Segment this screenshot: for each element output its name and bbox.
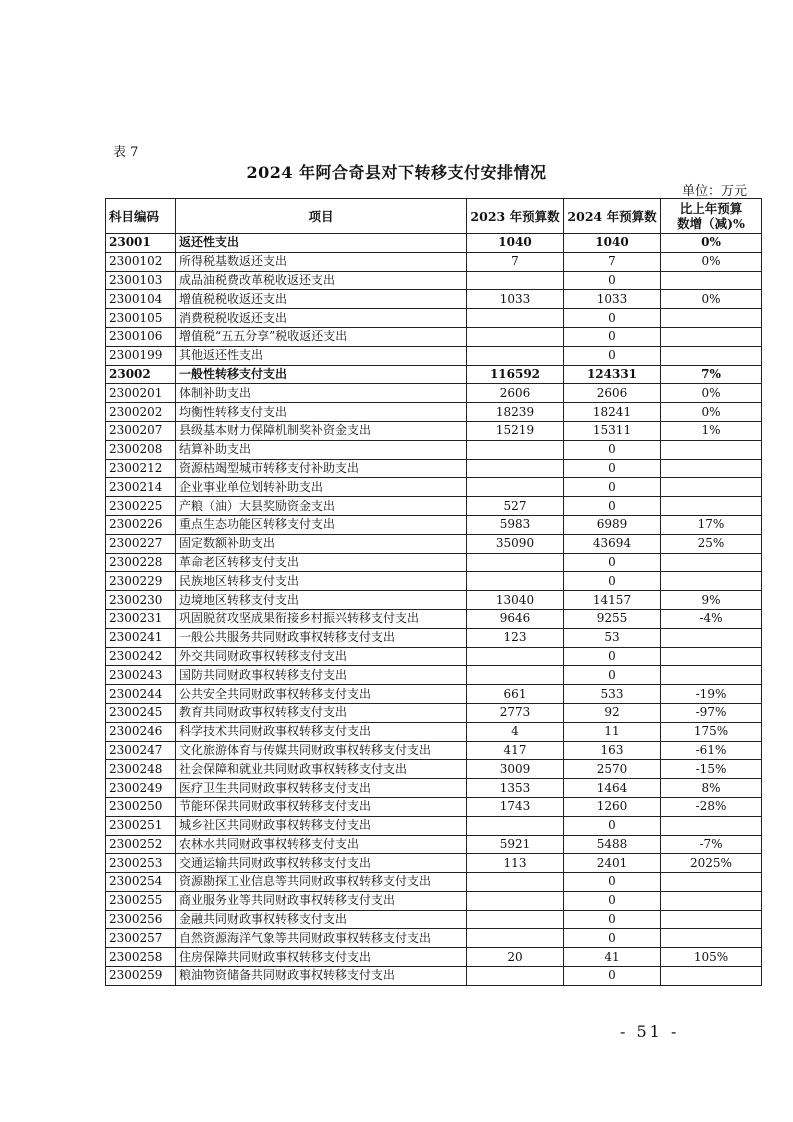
row-change-pct <box>661 816 762 835</box>
row-budget-2024: 0 <box>564 647 661 666</box>
row-code: 2300246 <box>106 722 176 741</box>
row-budget-2024: 1033 <box>564 290 661 309</box>
row-code: 2300102 <box>106 252 176 271</box>
table-row <box>106 459 762 478</box>
row-change-pct <box>661 478 762 497</box>
row-budget-2023: 1040 <box>467 234 564 253</box>
row-code: 2300258 <box>106 948 176 967</box>
row-budget-2023: 1033 <box>467 290 564 309</box>
table-row <box>106 290 762 309</box>
row-change-pct: -97% <box>661 703 762 722</box>
row-budget-2024: 11 <box>564 722 661 741</box>
row-change-pct <box>661 309 762 328</box>
row-change-pct: 25% <box>661 534 762 553</box>
row-change-pct: 1% <box>661 421 762 440</box>
table-row <box>106 252 762 271</box>
transfer-payment-table <box>105 198 762 986</box>
row-change-pct <box>661 346 762 365</box>
row-code: 2300228 <box>106 553 176 572</box>
row-name: 节能环保共同财政事权转移支付支出 <box>176 797 467 816</box>
row-budget-2024: 0 <box>564 309 661 328</box>
row-budget-2023: 116592 <box>467 365 564 384</box>
row-name: 增值税“五五分享”税收返还支出 <box>176 327 467 346</box>
row-code: 2300104 <box>106 290 176 309</box>
row-budget-2024: 163 <box>564 741 661 760</box>
row-change-pct: 9% <box>661 591 762 610</box>
header-row <box>106 199 762 234</box>
row-change-pct <box>661 891 762 910</box>
row-name: 外交共同财政事权转移支付支出 <box>176 647 467 666</box>
row-name: 成品油税费改革税收返还支出 <box>176 271 467 290</box>
row-code: 2300227 <box>106 534 176 553</box>
table-row <box>106 327 762 346</box>
row-name: 科学技术共同财政事权转移支付支出 <box>176 722 467 741</box>
row-change-pct: -61% <box>661 741 762 760</box>
row-budget-2024: 533 <box>564 685 661 704</box>
row-code: 23001 <box>106 234 176 253</box>
row-budget-2023: 5921 <box>467 835 564 854</box>
header-budget-2023: 2023 年预算数 <box>467 199 564 234</box>
row-code: 2300248 <box>106 760 176 779</box>
row-budget-2023 <box>467 967 564 986</box>
row-change-pct <box>661 553 762 572</box>
header-change-line1: 比上年预算 <box>679 201 743 216</box>
table-row <box>106 497 762 516</box>
row-budget-2023: 661 <box>467 685 564 704</box>
table-body <box>106 234 762 986</box>
header-budget-2024: 2024 年预算数 <box>564 199 661 234</box>
row-code: 2300105 <box>106 309 176 328</box>
row-change-pct: -15% <box>661 760 762 779</box>
page-title: 2024 年阿合奇县对下转移支付安排情况 <box>246 163 547 182</box>
row-budget-2024: 0 <box>564 666 661 685</box>
row-code: 2300229 <box>106 572 176 591</box>
row-change-pct <box>661 647 762 666</box>
table-row <box>106 929 762 948</box>
table-row <box>106 384 762 403</box>
row-budget-2023 <box>467 647 564 666</box>
row-code: 2300199 <box>106 346 176 365</box>
table-row <box>106 891 762 910</box>
table-row <box>106 572 762 591</box>
table-row <box>106 722 762 741</box>
row-code: 2300202 <box>106 403 176 422</box>
row-budget-2024: 15311 <box>564 421 661 440</box>
unit-label: 单位：万元 <box>681 184 747 199</box>
row-change-pct: 105% <box>661 948 762 967</box>
row-budget-2023 <box>467 891 564 910</box>
row-budget-2023: 417 <box>467 741 564 760</box>
table-row <box>106 515 762 534</box>
row-change-pct <box>661 327 762 346</box>
row-change-pct <box>661 967 762 986</box>
row-code: 2300214 <box>106 478 176 497</box>
row-name: 自然资源海洋气象等共同财政事权转移支付支出 <box>176 929 467 948</box>
row-name: 革命老区转移支付支出 <box>176 553 467 572</box>
row-budget-2024: 0 <box>564 459 661 478</box>
table-row <box>106 421 762 440</box>
row-budget-2024: 0 <box>564 929 661 948</box>
row-code: 2300244 <box>106 685 176 704</box>
row-change-pct <box>661 271 762 290</box>
row-name: 交通运输共同财政事权转移支付支出 <box>176 854 467 873</box>
row-code: 2300252 <box>106 835 176 854</box>
row-change-pct: -28% <box>661 797 762 816</box>
row-budget-2024: 0 <box>564 553 661 572</box>
row-budget-2024: 0 <box>564 967 661 986</box>
row-budget-2023 <box>467 440 564 459</box>
table-row <box>106 647 762 666</box>
row-name: 返还性支出 <box>176 234 467 253</box>
row-change-pct: 2025% <box>661 854 762 873</box>
table-row <box>106 666 762 685</box>
row-budget-2024: 124331 <box>564 365 661 384</box>
table-row <box>106 816 762 835</box>
table-row <box>106 948 762 967</box>
row-change-pct <box>661 459 762 478</box>
table-label: 表 7 <box>113 145 139 160</box>
row-name: 教育共同财政事权转移支付支出 <box>176 703 467 722</box>
table-row <box>106 967 762 986</box>
row-name: 一般公共服务共同财政事权转移支付支出 <box>176 628 467 647</box>
row-budget-2024: 6989 <box>564 515 661 534</box>
row-budget-2024: 7 <box>564 252 661 271</box>
row-budget-2024: 2606 <box>564 384 661 403</box>
row-budget-2023: 7 <box>467 252 564 271</box>
row-code: 2300245 <box>106 703 176 722</box>
row-code: 2300225 <box>106 497 176 516</box>
row-budget-2024: 0 <box>564 478 661 497</box>
row-name: 公共安全共同财政事权转移支付支出 <box>176 685 467 704</box>
row-budget-2023 <box>467 910 564 929</box>
table-header <box>106 199 762 234</box>
row-budget-2023: 3009 <box>467 760 564 779</box>
row-budget-2024: 0 <box>564 910 661 929</box>
row-budget-2023: 35090 <box>467 534 564 553</box>
row-code: 2300242 <box>106 647 176 666</box>
row-budget-2024: 1464 <box>564 779 661 798</box>
table-row <box>106 628 762 647</box>
table-row <box>106 741 762 760</box>
table-row <box>106 403 762 422</box>
row-change-pct: 175% <box>661 722 762 741</box>
row-change-pct <box>661 572 762 591</box>
row-budget-2023: 9646 <box>467 609 564 628</box>
row-name: 国防共同财政事权转移支付支出 <box>176 666 467 685</box>
row-budget-2024: 14157 <box>564 591 661 610</box>
row-change-pct <box>661 873 762 892</box>
row-name: 巩固脱贫攻坚成果衔接乡村振兴转移支付支出 <box>176 609 467 628</box>
row-name: 结算补助支出 <box>176 440 467 459</box>
row-budget-2023 <box>467 459 564 478</box>
row-code: 2300253 <box>106 854 176 873</box>
row-change-pct <box>661 628 762 647</box>
row-code: 2300226 <box>106 515 176 534</box>
row-change-pct: 0% <box>661 252 762 271</box>
row-code: 2300207 <box>106 421 176 440</box>
row-code: 2300254 <box>106 873 176 892</box>
row-name: 其他返还性支出 <box>176 346 467 365</box>
row-budget-2023: 5983 <box>467 515 564 534</box>
row-budget-2023: 13040 <box>467 591 564 610</box>
row-name: 商业服务业等共同财政事权转移支付支出 <box>176 891 467 910</box>
header-name: 项目 <box>176 199 467 234</box>
row-code: 2300249 <box>106 779 176 798</box>
row-name: 一般性转移支付支出 <box>176 365 467 384</box>
row-name: 消费税税收返还支出 <box>176 309 467 328</box>
table-row <box>106 440 762 459</box>
row-budget-2023 <box>467 553 564 572</box>
row-budget-2023: 1353 <box>467 779 564 798</box>
header-code: 科目编码 <box>106 199 176 234</box>
row-code: 2300256 <box>106 910 176 929</box>
table-row <box>106 309 762 328</box>
table-row <box>106 760 762 779</box>
row-budget-2024: 18241 <box>564 403 661 422</box>
row-budget-2024: 0 <box>564 440 661 459</box>
row-name: 城乡社区共同财政事权转移支付支出 <box>176 816 467 835</box>
row-budget-2023 <box>467 929 564 948</box>
row-budget-2023: 20 <box>467 948 564 967</box>
table-row <box>106 609 762 628</box>
table-row <box>106 591 762 610</box>
row-change-pct <box>661 497 762 516</box>
table-row <box>106 478 762 497</box>
row-budget-2024: 0 <box>564 873 661 892</box>
row-name: 医疗卫生共同财政事权转移支付支出 <box>176 779 467 798</box>
row-budget-2024: 0 <box>564 346 661 365</box>
row-budget-2024: 53 <box>564 628 661 647</box>
row-name: 产粮（油）大县奖励资金支出 <box>176 497 467 516</box>
row-budget-2023 <box>467 666 564 685</box>
row-name: 边境地区转移支付支出 <box>176 591 467 610</box>
row-budget-2023: 123 <box>467 628 564 647</box>
row-budget-2023: 18239 <box>467 403 564 422</box>
table-row <box>106 685 762 704</box>
row-code: 2300255 <box>106 891 176 910</box>
row-name: 资源勘探工业信息等共同财政事权转移支付支出 <box>176 873 467 892</box>
table-row <box>106 873 762 892</box>
row-budget-2023: 15219 <box>467 421 564 440</box>
header-change <box>661 199 762 234</box>
table-row <box>106 835 762 854</box>
row-budget-2024: 0 <box>564 891 661 910</box>
row-code: 2300257 <box>106 929 176 948</box>
row-change-pct: 0% <box>661 290 762 309</box>
row-change-pct <box>661 666 762 685</box>
row-budget-2023: 113 <box>467 854 564 873</box>
table-row <box>106 271 762 290</box>
row-code: 2300241 <box>106 628 176 647</box>
row-name: 住房保障共同财政事权转移支付支出 <box>176 948 467 967</box>
row-change-pct: 8% <box>661 779 762 798</box>
row-code: 2300230 <box>106 591 176 610</box>
row-budget-2024: 0 <box>564 497 661 516</box>
row-name: 社会保障和就业共同财政事权转移支付支出 <box>176 760 467 779</box>
row-name: 企业事业单位划转补助支出 <box>176 478 467 497</box>
row-code: 2300208 <box>106 440 176 459</box>
row-name: 所得税基数返还支出 <box>176 252 467 271</box>
row-change-pct <box>661 929 762 948</box>
row-change-pct: -19% <box>661 685 762 704</box>
row-change-pct <box>661 910 762 929</box>
table-row <box>106 854 762 873</box>
row-budget-2023 <box>467 327 564 346</box>
row-name: 金融共同财政事权转移支付支出 <box>176 910 467 929</box>
table-row <box>106 365 762 384</box>
table-row <box>106 779 762 798</box>
table-row <box>106 234 762 253</box>
row-budget-2023 <box>467 873 564 892</box>
row-change-pct: -4% <box>661 609 762 628</box>
row-name: 资源枯竭型城市转移支付补助支出 <box>176 459 467 478</box>
row-budget-2023 <box>467 478 564 497</box>
table-row <box>106 797 762 816</box>
table-row <box>106 553 762 572</box>
row-code: 2300251 <box>106 816 176 835</box>
row-budget-2024: 2570 <box>564 760 661 779</box>
row-name: 民族地区转移支付支出 <box>176 572 467 591</box>
row-name: 增值税税收返还支出 <box>176 290 467 309</box>
table-row <box>106 910 762 929</box>
row-name: 农林水共同财政事权转移支付支出 <box>176 835 467 854</box>
row-budget-2024: 41 <box>564 948 661 967</box>
row-change-pct: 7% <box>661 365 762 384</box>
row-budget-2024: 5488 <box>564 835 661 854</box>
row-code: 2300106 <box>106 327 176 346</box>
row-name: 粮油物资储备共同财政事权转移支付支出 <box>176 967 467 986</box>
row-budget-2024: 0 <box>564 327 661 346</box>
row-budget-2024: 43694 <box>564 534 661 553</box>
row-code: 2300212 <box>106 459 176 478</box>
table-row <box>106 346 762 365</box>
row-budget-2024: 2401 <box>564 854 661 873</box>
row-change-pct: 17% <box>661 515 762 534</box>
header-change-line2: 数增（减)% <box>677 216 745 231</box>
row-budget-2024: 0 <box>564 271 661 290</box>
row-budget-2023 <box>467 271 564 290</box>
row-name: 文化旅游体育与传媒共同财政事权转移支付支出 <box>176 741 467 760</box>
row-budget-2023 <box>467 816 564 835</box>
page-number: - 51 - <box>620 1022 680 1041</box>
row-budget-2023: 2773 <box>467 703 564 722</box>
row-name: 县级基本财力保障机制奖补资金支出 <box>176 421 467 440</box>
row-budget-2023 <box>467 309 564 328</box>
row-change-pct: 0% <box>661 384 762 403</box>
row-code: 2300103 <box>106 271 176 290</box>
row-code: 2300247 <box>106 741 176 760</box>
row-code: 2300201 <box>106 384 176 403</box>
row-name: 重点生态功能区转移支付支出 <box>176 515 467 534</box>
row-budget-2024: 1040 <box>564 234 661 253</box>
row-name: 固定数额补助支出 <box>176 534 467 553</box>
row-budget-2023: 527 <box>467 497 564 516</box>
row-budget-2024: 0 <box>564 816 661 835</box>
row-change-pct: -7% <box>661 835 762 854</box>
row-budget-2023 <box>467 346 564 365</box>
row-budget-2024: 1260 <box>564 797 661 816</box>
row-change-pct <box>661 440 762 459</box>
row-budget-2024: 92 <box>564 703 661 722</box>
row-code: 23002 <box>106 365 176 384</box>
row-code: 2300250 <box>106 797 176 816</box>
row-budget-2024: 0 <box>564 572 661 591</box>
row-budget-2023 <box>467 572 564 591</box>
row-budget-2023: 1743 <box>467 797 564 816</box>
row-budget-2024: 9255 <box>564 609 661 628</box>
row-budget-2023: 2606 <box>467 384 564 403</box>
row-change-pct: 0% <box>661 403 762 422</box>
row-change-pct: 0% <box>661 234 762 253</box>
row-code: 2300231 <box>106 609 176 628</box>
table-row <box>106 703 762 722</box>
row-budget-2023: 4 <box>467 722 564 741</box>
row-code: 2300243 <box>106 666 176 685</box>
table-row <box>106 534 762 553</box>
row-name: 体制补助支出 <box>176 384 467 403</box>
row-code: 2300259 <box>106 967 176 986</box>
row-name: 均衡性转移支付支出 <box>176 403 467 422</box>
